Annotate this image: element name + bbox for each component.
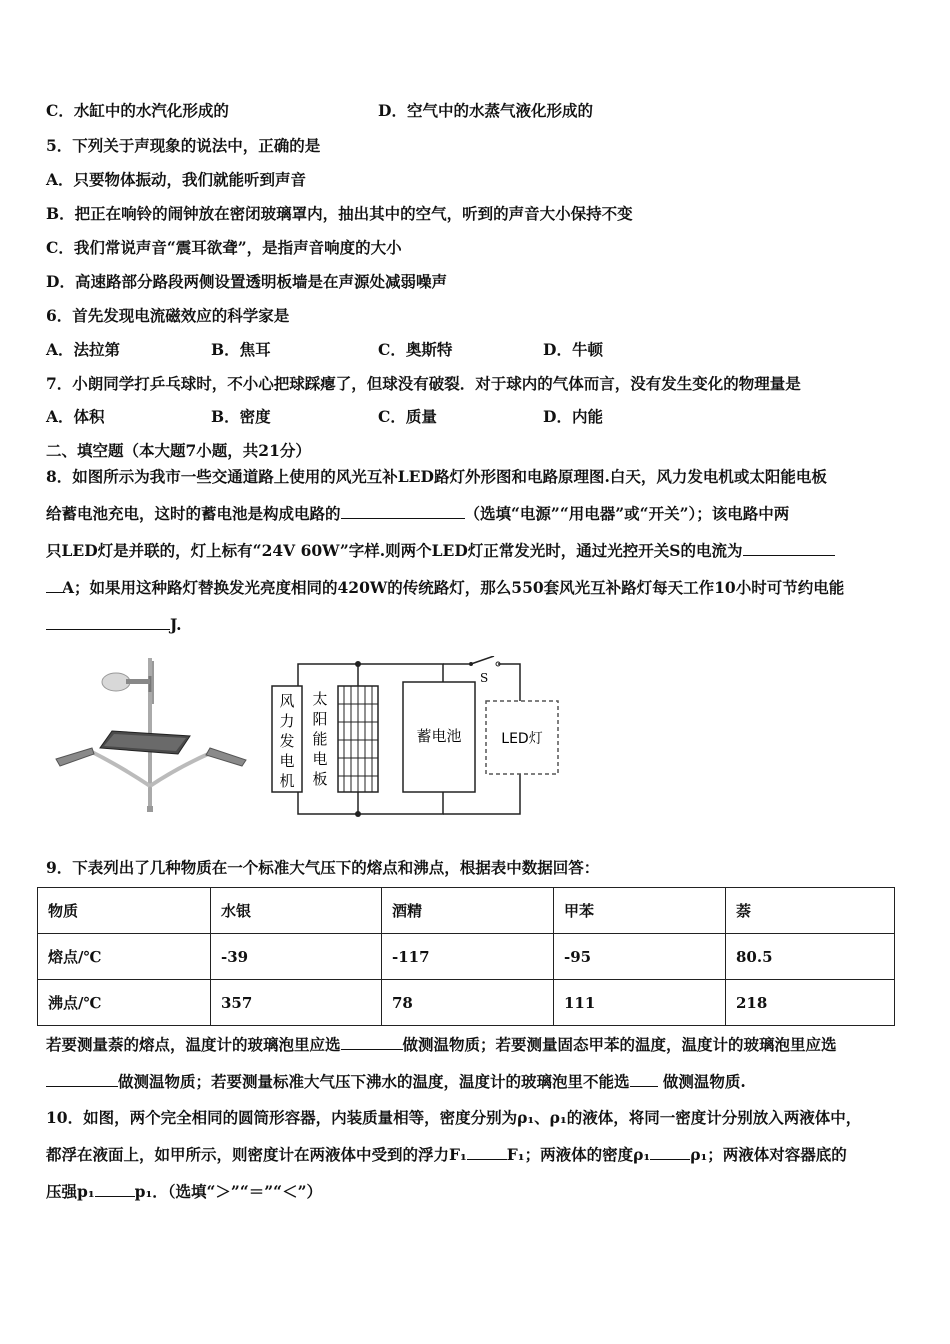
table-cell: 沸点/℃: [38, 980, 211, 1026]
q7-stem: 7．小朗同学打乒乓球时，不小心把球踩瘪了，但球没有破裂．对于球内的气体而言，没有发生变化的物理量是: [46, 374, 801, 393]
q10-text: p₁．（选填“＞”“＝”“＜”）: [134, 1182, 323, 1201]
answer-blank[interactable]: [46, 615, 170, 630]
q6-option-c: C．奥斯特: [378, 340, 453, 359]
table-cell: 熔点/℃: [38, 934, 211, 980]
label-char: 风: [279, 692, 295, 710]
solar-panel-icon: [100, 731, 190, 754]
q4-option-d: D．空气中的水蒸气液化形成的: [378, 101, 593, 120]
q6-option-a: A．法拉第: [46, 340, 121, 359]
q10-text: F₁；两液体的密度ρ₁: [506, 1145, 651, 1164]
label-char: 电: [312, 750, 328, 768]
q5-option-b: B．把正在响铃的闹钟放在密闭玻璃罩内，抽出其中的空气，听到的声音大小保持不变: [46, 204, 633, 223]
street-lamp-figure: [50, 656, 255, 814]
q9-text: 做测温物质.: [657, 1072, 746, 1091]
table-cell: 水银: [211, 888, 382, 934]
table-cell: 218: [726, 980, 895, 1026]
label-char: 机: [279, 772, 295, 790]
table-cell: -39: [211, 934, 382, 980]
table-row: [38, 980, 895, 1026]
answer-blank[interactable]: [467, 1145, 507, 1160]
circuit-diagram: [258, 656, 570, 821]
q5-option-c: C．我们常说声音“震耳欲聋”，是指声音响度的大小: [46, 238, 402, 257]
junction-dot: [355, 661, 361, 667]
q10-line-1: 10．如图，两个完全相同的圆筒形容器，内装质量相等，密度分别为ρ₁、ρ₁的液体，将同一密度计分别放入两液体中，: [46, 1108, 862, 1127]
q8-text: J.: [170, 615, 182, 634]
table-cell: -117: [382, 934, 554, 980]
q6-option-d: D．牛顿: [543, 340, 603, 359]
label-char: 发: [279, 732, 295, 750]
q7-option-b: B．密度: [211, 407, 271, 426]
wire: [298, 792, 358, 814]
q8-line-1: 8．如图所示为我市一些交通道路上使用的风光互补LED路灯外形图和电路原理图.白天，风力发电机或太阳能电板: [46, 467, 827, 486]
answer-blank[interactable]: [743, 541, 835, 556]
q5-option-d: D．高速路部分路段两侧设置透明板墙是在声源处减弱噪声: [46, 272, 447, 291]
q7-option-c: C．质量: [378, 407, 437, 426]
q6-stem: 6．首先发现电流磁效应的科学家是: [46, 306, 290, 325]
table-cell: 357: [211, 980, 382, 1026]
answer-blank[interactable]: [46, 578, 62, 593]
table-cell: 物质: [38, 888, 211, 934]
q9-line-2: [46, 1072, 746, 1092]
lamp-head-right-icon: [206, 748, 246, 766]
wind-generator-box: [272, 686, 302, 792]
q8-text: （选填“电源”“用电器”或“开关”）；该电路中两: [464, 504, 790, 523]
table-cell: 78: [382, 980, 554, 1026]
answer-blank[interactable]: [46, 1072, 118, 1087]
table-cell: 甲苯: [554, 888, 726, 934]
q8-line-4: [46, 578, 844, 598]
solar-panel-label: [312, 690, 327, 788]
battery-box: [403, 682, 475, 792]
led-lamp-box: [486, 701, 558, 774]
q8-text: 只LED灯是并联的，灯上标有“24V 60W”字样.则两个LED灯正常发光时，通过光控开关S的电流为: [46, 541, 743, 560]
q8-line-2: [46, 504, 789, 524]
answer-blank[interactable]: [650, 1145, 690, 1160]
wire: [498, 664, 520, 701]
q5-option-a: A．只要物体振动，我们就能听到声音: [46, 170, 307, 189]
table-cell: 111: [554, 980, 726, 1026]
table-cell: 80.5: [726, 934, 895, 980]
wire: [298, 664, 358, 686]
label-char: 力: [279, 712, 295, 730]
q9-text: 做测温物质；若要测量标准大气压下沸水的温度，温度计的玻璃泡里不能选: [118, 1072, 630, 1091]
q6-option-b: B．焦耳: [211, 340, 271, 359]
q7-option-a: A．体积: [46, 407, 105, 426]
q9-stem: 9．下表列出了几种物质在一个标准大气压下的熔点和沸点，根据表中数据回答：: [46, 858, 600, 877]
q8-line-3: [46, 541, 835, 561]
q8-line-5: [46, 615, 182, 635]
wire: [358, 664, 443, 682]
q9-line-1: [46, 1035, 837, 1055]
q10-line-3: [46, 1182, 322, 1202]
solar-grid: [338, 686, 378, 792]
label-char: 阳: [312, 710, 328, 728]
switch-s: [469, 656, 500, 685]
wind-turbine-icon: [102, 661, 153, 704]
q9-text: 若要测量萘的熔点，温度计的玻璃泡里应选: [46, 1035, 341, 1054]
table-row: [38, 934, 895, 980]
switch-label: S: [480, 671, 489, 685]
table-cell: 萘: [726, 888, 895, 934]
melting-boiling-table: [37, 887, 895, 1026]
q10-line-2: [46, 1145, 847, 1165]
q9-text: 做测温物质；若要测量固态甲苯的温度，温度计的玻璃泡里应选: [402, 1035, 837, 1054]
answer-blank[interactable]: [341, 504, 465, 519]
q10-text: 压强p₁: [46, 1182, 95, 1201]
wire: [358, 792, 443, 814]
lamp-head-left-icon: [56, 748, 94, 766]
q10-text: 都浮在液面上，如甲所示，则密度计在两液体中受到的浮力F₁: [46, 1145, 467, 1164]
q8-text: 给蓄电池充电，这时的蓄电池是构成电路的: [46, 504, 341, 523]
junction-dot: [355, 811, 361, 817]
label-char: 板: [312, 770, 328, 788]
table-cell: -95: [554, 934, 726, 980]
q8-text: A；如果用这种路灯替换发光亮度相同的420W的传统路灯，那么550套风光互补路灯每天工作10小时可节约电能: [62, 578, 845, 597]
q10-text: ρ₁；两液体对容器底的: [690, 1145, 847, 1164]
q7-option-d: D．内能: [543, 407, 603, 426]
table-row: [38, 888, 895, 934]
led-label: LED灯: [501, 731, 543, 747]
answer-blank[interactable]: [95, 1182, 135, 1197]
q4-option-c: C．水缸中的水汽化形成的: [46, 101, 229, 120]
answer-blank[interactable]: [341, 1035, 403, 1050]
table-cell: 酒精: [382, 888, 554, 934]
answer-blank[interactable]: [630, 1072, 658, 1087]
label-char: 太: [312, 690, 328, 708]
q5-stem: 5．下列关于声现象的说法中，正确的是: [46, 136, 321, 155]
label-char: 电: [279, 752, 295, 770]
battery-label: 蓄电池: [416, 727, 462, 745]
section-2-heading: 二、填空题（本大题7小题，共21分）: [46, 441, 311, 460]
label-char: 能: [312, 730, 328, 748]
